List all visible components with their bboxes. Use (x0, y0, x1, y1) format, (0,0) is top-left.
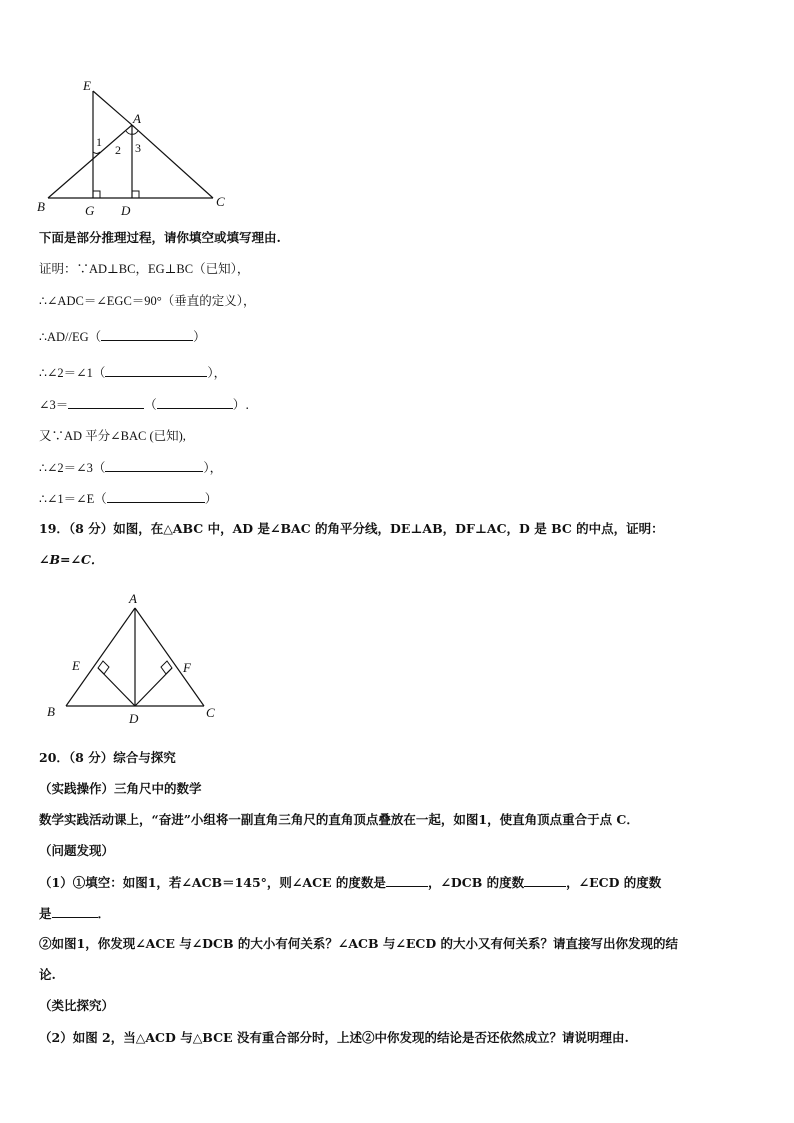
proof-line-3 (39, 328, 206, 345)
angle-label-2: 2 (115, 143, 121, 157)
q20-title (39, 750, 176, 766)
right-angle-mark-f (161, 661, 172, 674)
proof-line-7 (39, 459, 222, 476)
q20-sub-2-cont (39, 967, 56, 983)
q20-paragraph-1-text: 数学实践活动课上，“奋进”小组将一副直角三角尺的直角顶点叠放在一起，如图1，使直角顶点重合于点 C． (39, 812, 639, 827)
segment-ac (132, 125, 213, 198)
proof-line-1-text: 证明：∵AD⊥BC，EG⊥BC（已知）， (39, 262, 250, 276)
q19-text-1: 19．（8 分）如图，在△ABC 中，AD 是∠BAC 的角平分线，DE⊥AB，DF⊥AC，D 是 BC 的中点，证明： (39, 521, 664, 536)
proof-line-5-mid: （ (144, 397, 157, 412)
q20-section-analogy-text: （类比探究） (39, 998, 115, 1013)
proof-line-7-end: ）， (203, 460, 223, 475)
q20-sub-1-start: （1）①填空：如图1，若∠ACB＝145°，则∠ACE 的度数是 (39, 875, 386, 890)
blank-reason-angle3[interactable] (157, 396, 233, 409)
proof-line-5-end: ）. (232, 397, 250, 412)
q19-text-2: ∠B=∠C． (39, 552, 104, 567)
q20-section-discovery-text: （问题发现） (39, 843, 115, 858)
label-c: C (206, 705, 215, 720)
right-angle-mark-d (132, 191, 139, 198)
label-e: E (83, 78, 91, 93)
proof-line-6 (39, 428, 186, 444)
q20-sub-3-text: （2）如图 2，当△ACD 与△BCE 没有重合部分时，上述②中你发现的结论是否还依然成立？请说明理由. (39, 1030, 629, 1045)
label-d: D (129, 711, 139, 726)
blank-reason-parallel[interactable] (101, 328, 193, 341)
q20-sub-2-text: ②如图1，你发现∠ACE 与∠DCB 的大小有何关系？∠ACB 与∠ECD 的大小又有何关系？请直接写出你发现的结 (39, 936, 679, 951)
q20-sub-1-cont-start: 是 (39, 906, 52, 921)
proof-line-4-end: ）， (207, 365, 227, 380)
q19-line-1 (39, 521, 664, 537)
proof-line-8-end: ） (204, 491, 218, 506)
q20-title-text: 20．（8 分）综合与探究 (39, 750, 176, 765)
angle-label-3: 3 (135, 141, 141, 155)
right-angle-mark-e (98, 661, 109, 674)
blank-reason-angle2[interactable] (105, 364, 207, 377)
proof-line-4-start: ∴∠2＝∠1（ (39, 366, 106, 380)
proof-line-8 (39, 490, 217, 507)
geometry-figure-1 (30, 74, 240, 220)
label-c: C (216, 194, 225, 209)
proof-line-5-start: ∠3＝ (39, 398, 69, 412)
q20-section-discovery (39, 843, 114, 859)
label-a: A (133, 111, 141, 126)
proof-intro (39, 230, 281, 246)
q20-sub-1-mid2: ，∠ECD 的度数 (566, 875, 662, 890)
q20-sub-1-cont-end: ． (97, 906, 111, 921)
proof-line-8-start: ∴∠1＝∠E（ (39, 492, 107, 506)
label-d: D (121, 203, 131, 218)
proof-line-7-start: ∴∠2＝∠3（ (39, 461, 106, 475)
angle-arc-2 (126, 131, 132, 134)
segment-ac (135, 608, 204, 706)
blank-angle3-value[interactable] (68, 396, 144, 409)
proof-intro-text: 下面是部分推理过程，请你填空或填写理由. (39, 230, 281, 245)
q20-section-practice (39, 781, 202, 797)
blank-reason-bisector[interactable] (105, 459, 203, 472)
q20-sub-1-mid1: ，∠DCB 的度数 (427, 875, 525, 890)
proof-line-6-text: 又∵AD 平分∠BAC (已知), (39, 429, 186, 443)
segment-ea (93, 91, 132, 125)
proof-line-5 (39, 396, 249, 413)
proof-line-3-start: ∴AD//EG（ (39, 330, 102, 344)
right-angle-mark-g (93, 191, 100, 198)
label-e: E (72, 658, 80, 673)
label-f: F (183, 660, 191, 675)
q20-sub-1-cont (39, 905, 110, 922)
angle-arc-3 (132, 131, 138, 134)
label-b: B (37, 199, 45, 214)
segment-ab (66, 608, 135, 706)
proof-line-2 (39, 293, 256, 309)
label-b: B (47, 704, 55, 719)
proof-line-2-text: ∴∠ADC＝∠EGC＝90°（垂直的定义）， (39, 294, 256, 308)
angle-label-1: 1 (96, 135, 102, 149)
proof-line-1 (39, 261, 249, 277)
geometry-figure-2 (38, 586, 238, 726)
q19-line-2 (39, 552, 103, 568)
segment-ba (48, 125, 132, 198)
q20-sub-1 (39, 874, 661, 891)
angle-arc-1 (93, 152, 100, 154)
label-a: A (129, 591, 137, 606)
blank-dcb[interactable] (524, 874, 566, 887)
q20-sub-2-cont-text: 论. (39, 967, 56, 982)
q20-section-analogy (39, 998, 114, 1014)
blank-reason-angle1[interactable] (107, 490, 205, 503)
proof-line-3-end: ） (193, 329, 206, 344)
proof-line-4 (39, 364, 226, 381)
q20-section-practice-text: （实践操作）三角尺中的数学 (39, 781, 202, 796)
q20-sub-3 (39, 1030, 629, 1046)
blank-ace[interactable] (386, 874, 428, 887)
q20-paragraph-1 (39, 812, 639, 828)
q20-sub-2 (39, 936, 678, 952)
label-g: G (85, 203, 95, 218)
blank-ecd[interactable] (52, 905, 98, 918)
